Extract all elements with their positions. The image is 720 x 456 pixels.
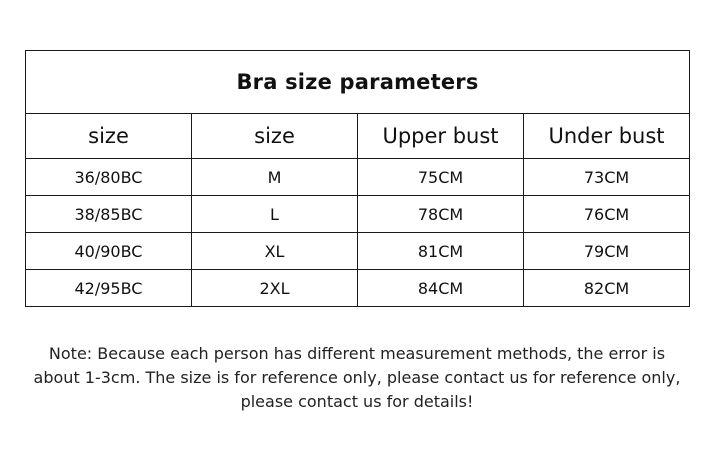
table-cell: L — [192, 196, 358, 233]
table-header-row — [26, 114, 690, 159]
table-row — [26, 233, 690, 270]
table-cell: 36/80BC — [26, 159, 192, 196]
table-cell: 38/85BC — [26, 196, 192, 233]
note-line: please contact us for details! — [240, 392, 474, 411]
column-header-under-bust: Under bust — [524, 114, 690, 159]
column-header-size-letter: size — [192, 114, 358, 159]
size-parameters-table — [25, 50, 690, 307]
column-header-size-band: size — [26, 114, 192, 159]
table-cell: 75CM — [358, 159, 524, 196]
table-cell: M — [192, 159, 358, 196]
table-cell: 73CM — [524, 159, 690, 196]
table-cell: 78CM — [358, 196, 524, 233]
measurement-note — [20, 342, 694, 414]
note-line: Note: Because each person has different measurement methods, the error is — [48, 344, 666, 363]
table-row — [26, 196, 690, 233]
table-cell: 79CM — [524, 233, 690, 270]
table-cell: 42/95BC — [26, 270, 192, 307]
table-cell: XL — [192, 233, 358, 270]
table-title-row — [26, 51, 690, 114]
column-header-upper-bust: Upper bust — [358, 114, 524, 159]
table-row — [26, 159, 690, 196]
table-cell: 40/90BC — [26, 233, 192, 270]
table-cell: 81CM — [358, 233, 524, 270]
table-title: Bra size parameters — [26, 51, 690, 114]
table-cell: 84CM — [358, 270, 524, 307]
note-line: about 1-3cm. The size is for reference only, please contact us for reference only, — [33, 368, 681, 387]
table-cell: 2XL — [192, 270, 358, 307]
table-row — [26, 270, 690, 307]
table-cell: 82CM — [524, 270, 690, 307]
table-cell: 76CM — [524, 196, 690, 233]
